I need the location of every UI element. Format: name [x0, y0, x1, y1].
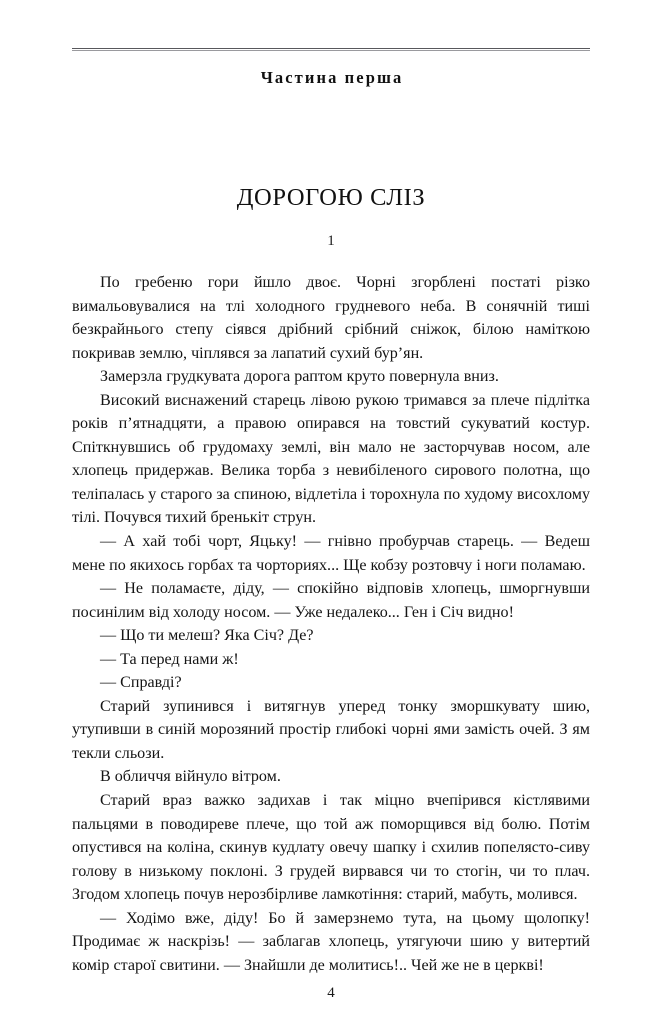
paragraph: — Не поламаєте, діду, — спокійно відповів хлопець, шморгнувши посинілим від холоду носом. — Уже недалеко... Ген і Січ видно!	[72, 580, 590, 621]
paragraph: — Що ти мелеш? Яка Січ? Де?	[100, 627, 314, 645]
body-text	[72, 271, 590, 977]
chapter-title: ДОРОГОЮ СЛІЗ	[236, 184, 426, 211]
part-divider-rule	[72, 48, 590, 51]
paragraph: — Ходімо вже, діду! Бо й замерзнемо тута, на цьому щолопку! Продимає ж наскрізь! — заблагав хлопець, утягуючи шию у витертий комір старої свитини. — Знайшли де молитись!.. Чей же не в церкві!	[72, 909, 590, 974]
paragraph: По гребеню гори йшло двоє. Чорні згорблені постаті різко вимальовувалися на тлі холодного грудневого неба. В сонячній тиші безкрайнього степу сіявся дрібний срібний сніжок, білою наміткою покривав землю, чіплявся за лапатий сухий бур’ян.	[72, 274, 590, 362]
page-content	[72, 0, 590, 977]
paragraph: — Та перед нами ж!	[100, 650, 239, 668]
paragraph: — Справді?	[100, 674, 182, 692]
paragraph: — А хай тобі чорт, Яцьку! — гнівно пробурчав старець. — Ведеш мене по якихось горбах та чорториях... Ще кобзу розтовчу і ноги поламаю.	[72, 533, 590, 574]
paragraph: Старий зупинився і витягнув уперед тонку зморшкувату шию, утупивши в синій морозяний простір глибокі чорні ями замість очей. З ям текли сльози.	[72, 697, 590, 762]
paragraph: Замерзла грудкувата дорога раптом круто повернула вниз.	[100, 368, 499, 386]
section-number: 1	[327, 233, 335, 249]
page-number: 4	[327, 985, 335, 1001]
paragraph: В обличчя війнуло вітром.	[100, 768, 281, 786]
part-heading: Частина перша	[260, 68, 404, 87]
paragraph: Високий виснажений старець лівою рукою тримався за плече підлітка років п’ятнадцяти, а правою опирався на товстий сукуватий костур. Спіткнувшись об грудомаху землі, він мало не засторчував носом, але хлопець придержав. Велика торба з невибіленого сирового полотна, що теліпалась у старого за спиною, відлетіла і торохнула по худому висохлому тілі. Почувся тихий бренькіт струн.	[72, 391, 590, 527]
paragraph: Старий враз важко задихав і так міцно вчепірився кістлявими пальцями в поводиреве плече, що той аж поморщився від болю. Потім опустився на коліна, скинув кудлату овечу шапку і схилив попелясто-сиву голову в низькому поклоні. З грудей вирвався чи то стогін, чи то плач. Згодом хлопець почув нерозбірливе ламкотіння: старий, мабуть, молився.	[72, 792, 590, 904]
